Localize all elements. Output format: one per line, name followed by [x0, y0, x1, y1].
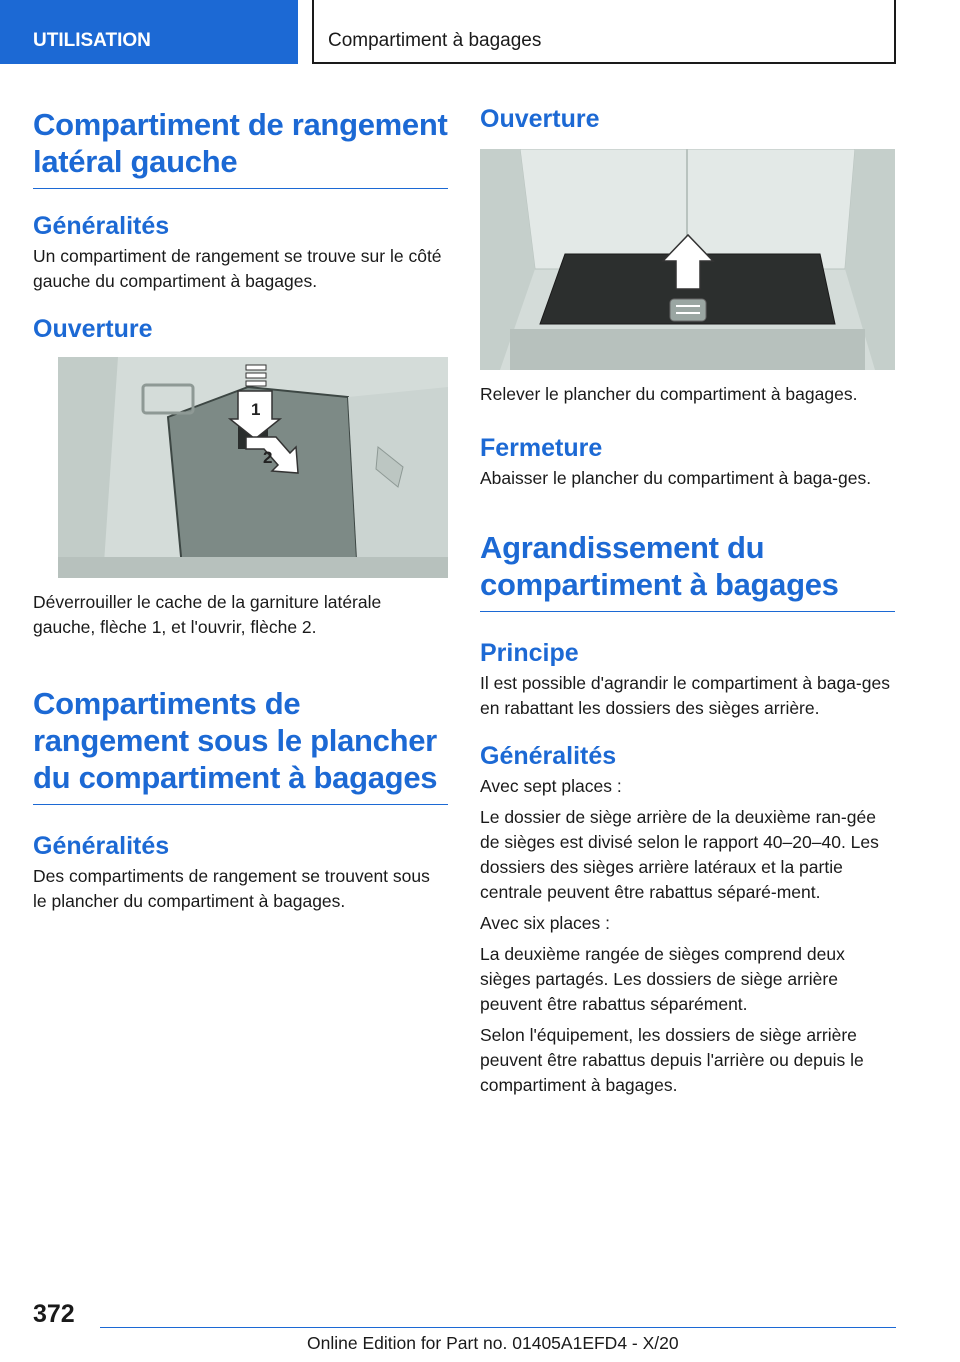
- heading-general-enlarge: Généralités: [480, 742, 617, 770]
- heading-side-storage: Compartiment de rangement latéral gauche: [33, 106, 448, 189]
- footer-edition: Online Edition for Part no. 01405A1EFD4 - X/20: [307, 1333, 679, 1353]
- text-seven-seats: Avec sept places :: [480, 776, 622, 796]
- footer-divider: [100, 1327, 896, 1328]
- heading-general: Généralités: [33, 212, 170, 240]
- arrow-2-label: 2: [263, 448, 273, 467]
- text-closing: Abaisser le plancher du compartiment à baga-ges.: [480, 468, 872, 488]
- text-equipment: Selon l'équipement, les dossiers de siège arrière peuvent être rabattus depuis l'arrière ou depuis le compartiment à bagages.: [480, 1025, 864, 1095]
- figure-trunk-floor: [480, 149, 895, 370]
- heading-opening: Ouverture: [33, 315, 153, 343]
- header-topic-label: Compartiment à bagages: [312, 0, 896, 64]
- heading-principle: Principe: [480, 639, 579, 667]
- heading-opening-floor: Ouverture: [480, 105, 600, 133]
- side-compartment-illustration: [58, 357, 448, 578]
- left-column: [33, 100, 448, 914]
- header-section-label: UTILISATION: [0, 0, 298, 64]
- text-six-seats-desc: La deuxième rangée de sièges comprend deux sièges partagés. Les dossiers de siège arrière peuvent être rabattus séparément.: [480, 944, 845, 1014]
- heading-general-2: Généralités: [33, 832, 170, 860]
- text-principle: Il est possible d'agrandir le compartiment à baga-ges en rabattant les dossiers des sièges arrière.: [480, 673, 890, 718]
- trunk-floor-illustration: [480, 149, 895, 370]
- text-opening-floor: Relever le plancher du compartiment à bagages.: [480, 384, 858, 404]
- text-general: Un compartiment de rangement se trouve sur le côté gauche du compartiment à bagages.: [33, 246, 442, 291]
- heading-floor-storage: Compartiments de rangement sous le plancher du compartiment à bagages: [33, 685, 448, 805]
- heading-closing: Fermeture: [480, 434, 603, 462]
- text-seven-seats-desc: Le dossier de siège arrière de la deuxième ran-gée de sièges est divisé selon le rapport 40–20–40. Les dossiers des sièges arrière latéraux et la partie centrale peuvent être rabattus séparé-ment.: [480, 807, 879, 902]
- page-number: 372: [33, 1300, 75, 1328]
- figure-side-compartment: [58, 357, 448, 578]
- text-six-seats: Avec six places :: [480, 913, 611, 933]
- text-opening: Déverrouiller le cache de la garniture latérale gauche, flèche 1, et l'ouvrir, flèche 2.: [33, 592, 382, 637]
- arrow-1-label: 1: [251, 400, 261, 419]
- text-general-2: Des compartiments de rangement se trouvent sous le plancher du compartiment à bagages.: [33, 866, 430, 911]
- right-column: [480, 100, 895, 1098]
- heading-enlarge: Agrandissement du compartiment à bagages: [480, 529, 895, 612]
